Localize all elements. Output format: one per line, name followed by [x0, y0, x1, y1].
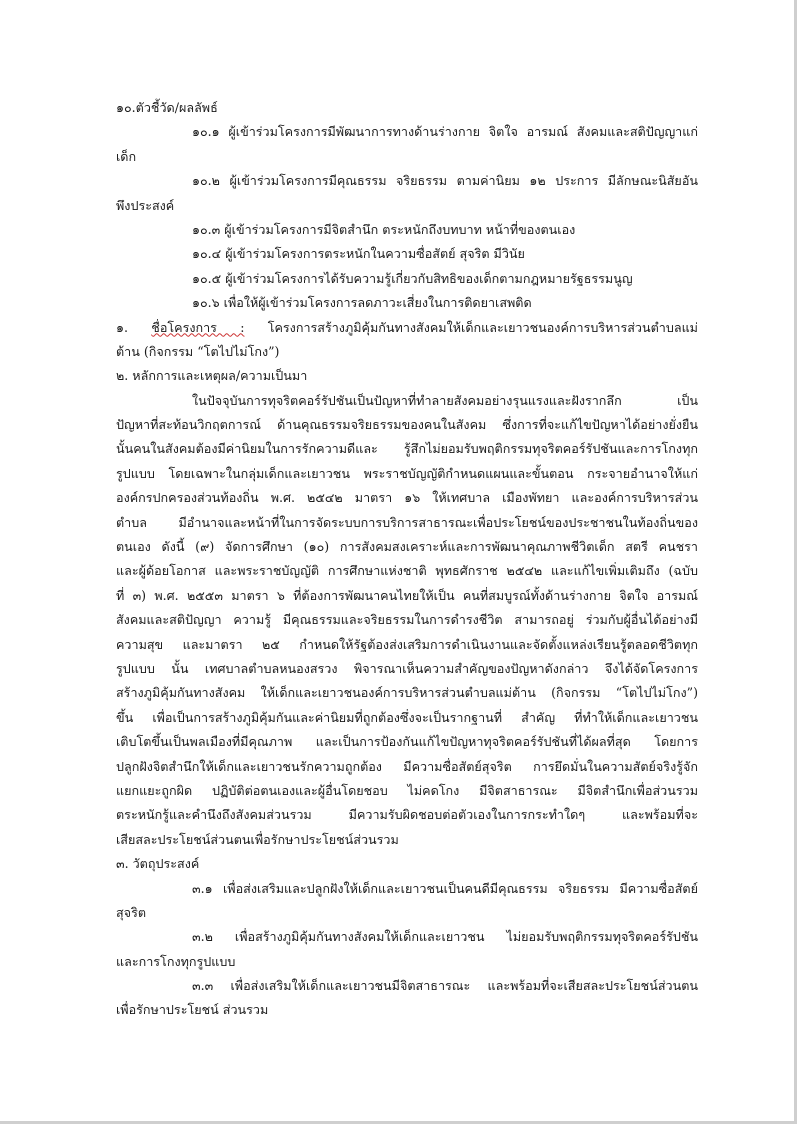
rationale-line: องค์กรปกครองส่วนท้องถิ่น พ.ศ. ๒๕๔๒ มาตรา ๑๖ ให้เทศบาล เมืองพัทยา และองค์การบริหารส่วน: [116, 490, 698, 506]
indicator-3: ๑๐.๓ ผู้เข้าร่วมโครงการมีจิตสำนึก ตระหนักถึงบทบาท หน้าที่ของตนเอง: [192, 221, 576, 237]
indicator-6: ๑๐.๖ เพื่อให้ผู้เข้าร่วมโครงการลดภาวะเสี่ยงในการติดยาเสพติด: [192, 295, 532, 311]
objective-1-line-1: ๓.๑ เพื่อส่งเสริมและปลูกฝังให้เด็กและเยาวชนเป็นคนดีมีคุณธรรม จริยธรรม มีความซื่อสัตย์: [192, 880, 698, 896]
rationale-line: ปัญหาที่สะท้อนวิกฤตการณ์ ด้านคุณธรรมจริยธรรมของคนในสังคม ซึ่งการที่จะแก้ไขปัญหาได้อย่างยั่งยืน: [116, 417, 698, 433]
project-name-number: ๑.: [116, 319, 128, 335]
objective-1-line-2: สุจริต: [116, 904, 147, 920]
objective-3-line-1: ๓.๓ เพื่อส่งเสริมให้เด็กและเยาวชนมีจิตสาธารณะ และพร้อมที่จะเสียสละประโยชน์ส่วนตน: [192, 978, 698, 994]
project-name-line-1: [116, 316, 698, 340]
rationale-line: ขึ้น เพื่อเป็นการสร้างภูมิคุ้มกันและค่านิยมที่ถูกต้องซึ่งจะเป็นรากฐานที่ สำคัญ ที่ทำให้เด็กและเยาวชน: [116, 709, 698, 725]
document-body: [116, 96, 698, 1023]
objective-2-line-2: และการโกงทุกรูปแบบ: [116, 953, 236, 969]
rationale-paragraph: [116, 389, 698, 852]
rationale-line: สร้างภูมิคุ้มกันทางสังคม ให้เด็กและเยาวชนองค์การบริหารส่วนตำบลแม่ต้าน (กิจกรรม “โตไปไม่โกง”): [116, 685, 698, 701]
indicator-4: ๑๐.๔ ผู้เข้าร่วมโครงการตระหนักในความซื่อสัตย์ สุจริต มีวินัย: [192, 246, 525, 262]
rationale-line: ตนเอง ดังนี้ (๙) จัดการศึกษา (๑๐) การสังคมสงเคราะห์และการพัฒนาคุณภาพชีวิตเด็ก สตรี คนชรา: [116, 539, 698, 555]
objectives-heading: ๓. วัตถุประสงค์: [116, 856, 200, 872]
project-name-label: ชื่อโครงการ :: [151, 319, 245, 335]
rationale-line: ที่ ๓) พ.ศ. ๒๕๕๓ มาตรา ๖ ที่ต้องการพัฒนาคนไทยให้เป็น คนที่สมบูรณ์ทั้งด้านร่างกาย จิตใจ อารมณ์: [116, 587, 698, 603]
rationale-line: ความสุข และมาตรา ๒๕ กำหนดให้รัฐต้องส่งเสริมการดำเนินงานและจัดตั้งแหล่งเรียนรู้ตลอดชีวิตทุก: [116, 636, 698, 652]
rationale-line: ในปัจจุบันการทุจริตคอร์รัปชันเป็นปัญหาที่ทำลายสังคมอย่างรุนแรงและฝังรากลึก เป็น: [192, 392, 698, 408]
rationale-line: ตระหนักรู้และคำนึงถึงสังคมส่วนรวม มีความรับผิดชอบต่อตัวเองในการกระทำใดๆ และพร้อมที่จะ: [116, 807, 698, 823]
project-name-text: โครงการสร้างภูมิคุ้มกันทางสังคมให้เด็กและเยาวชนองค์การบริหารส่วนตำบลแม่: [267, 319, 698, 335]
indicators-heading: ๑๐.ตัวชี้วัด/ผลลัพธ์: [116, 100, 218, 115]
objective-3-line-2: เพื่อรักษาประโยชน์ ส่วนรวม: [116, 1002, 269, 1018]
indicator-1-line-2: เด็ก: [116, 148, 137, 164]
objective-2-line-1: ๓.๒ เพื่อสร้างภูมิคุ้มกันทางสังคมให้เด็กและเยาวชน ไม่ยอมรับพฤติกรรมทุจริตคอร์รัปชัน: [192, 929, 698, 945]
rationale-line: และผู้ด้อยโอกาส และพระราชบัญญัติ การศึกษาแห่งชาติ พุทธศักราช ๒๕๔๒ และแก้ไขเพิ่มเติมถึง (ฉบับ: [116, 563, 698, 579]
indicator-2-line-1: ๑๐.๒ ผู้เข้าร่วมโครงการมีคุณธรรม จริยธรรม ตามค่านิยม ๑๒ ประการ มีลักษณะนิสัยอัน: [192, 173, 698, 189]
rationale-line: ตำบล มีอำนาจและหน้าที่ในการจัดระบบการบริการสาธารณะเพื่อประโยชน์ของประชาชนในท้องถิ่นของ: [116, 514, 698, 530]
project-name-line-2: ต้าน (กิจกรรม “โตไปไม่โกง”): [116, 343, 280, 359]
rationale-line: แยกแยะถูกผิด ปฏิบัติต่อตนเองและผู้อื่นโดยชอบ ไม่คดโกง มีจิตสาธารณะ มีจิตสำนึกเพื่อส่วนรวม: [116, 782, 698, 798]
rationale-line: เติบโตขึ้นเป็นพลเมืองที่มีคุณภาพ และเป็นการป้องกันแก้ไขปัญหาทุจริตคอร์รัปชันที่ได้ผลที่สุด โดยการ: [116, 734, 698, 750]
indicator-2-line-2: พึงประสงค์: [116, 197, 175, 213]
indicator-5: ๑๐.๕ ผู้เข้าร่วมโครงการได้รับความรู้เกี่ยวกับสิทธิของเด็กตามกฎหมายรัฐธรรมนูญ: [192, 270, 633, 286]
rationale-line: นั้นคนในสังคมต้องมีค่านิยมในการรักความดีและ รู้สึกไม่ยอมรับพฤติกรรมทุจริตคอร์รัปชันและการโกงทุก: [116, 441, 698, 457]
rationale-line: สังคมและสติปัญญา ความรู้ มีคุณธรรมและจริยธรรมในการดำรงชีวิต สามารถอยู่ ร่วมกับผู้อื่นได้อย่างมี: [116, 612, 698, 628]
rationale-line: ปลูกฝังจิตสำนึกให้เด็กและเยาวชนรักความถูกต้อง มีความซื่อสัตย์สุจริต การยึดมั่นในความสัตย์จริงรู้จัก: [116, 758, 698, 774]
rationale-line: รูปแบบ โดยเฉพาะในกลุ่มเด็กและเยาวชน พระราชบัญญัติกำหนดแผนและขั้นตอน กระจายอำนาจให้แก่: [116, 465, 698, 481]
rationale-heading: ๒. หลักการและเหตุผล/ความเป็นมา: [116, 368, 308, 384]
rationale-line: เสียสละประโยชน์ส่วนตนเพื่อรักษาประโยชน์ส่วนรวม: [116, 831, 399, 847]
indicator-1-line-1: ๑๐.๑ ผู้เข้าร่วมโครงการมีพัฒนาการทางด้านร่างกาย จิตใจ อารมณ์ สังคมและสติปัญญาแก่: [192, 124, 698, 140]
rationale-line: รูปแบบ นั้น เทศบาลตำบลหนองสรวง พิจารณาเห็นความสำคัญของปัญหาดังกล่าว จึงได้จัดโครงการ: [116, 660, 698, 676]
